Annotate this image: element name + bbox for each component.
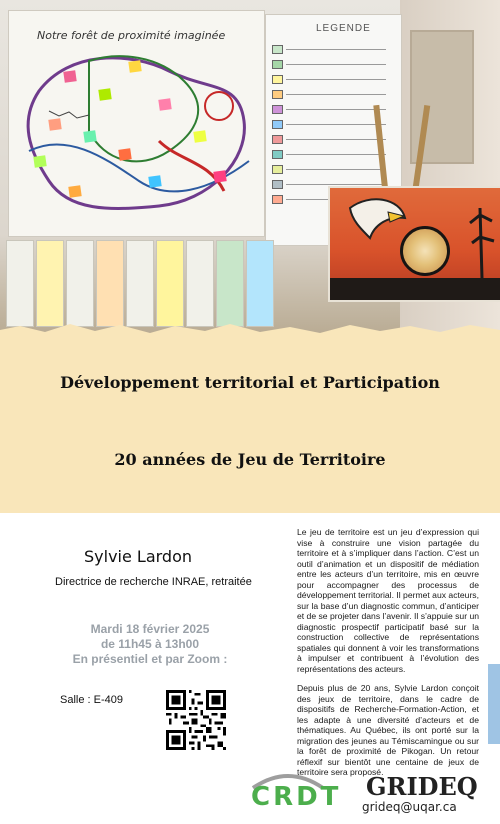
event-title: Développement territorial et Participation xyxy=(60,373,440,392)
qr-code[interactable] xyxy=(166,690,226,750)
sticky-note xyxy=(213,170,226,183)
description-paragraph-2: Depuis plus de 20 ans, Sylvie Lardon conçoit des jeux de territoire, dans le cadre de dispositifs de Recherche-Formation-Action, et les adapte à une diversité d’acteurs et de thématiques. Au Québec, ils ont porté sur la migration des jeunes au Témiscamingue ou sur la forêt de proximité de Pikogan. Un retour réflexif sur bientôt une centaine de jeux de territoire sera proposé. xyxy=(297,683,479,777)
event-date: Mardi 18 février 2025 xyxy=(90,622,210,636)
event-schedule xyxy=(40,622,260,667)
event-subtitle: 20 années de Jeu de Territoire xyxy=(114,450,386,469)
event-mode: En présentiel et par Zoom : xyxy=(72,652,228,666)
sticky-note xyxy=(83,130,96,143)
painting-shore xyxy=(330,278,500,300)
sticky-note xyxy=(128,60,141,73)
speaker-name: Sylvie Lardon xyxy=(84,547,193,566)
event-description xyxy=(297,527,479,787)
torn-edge xyxy=(0,316,500,335)
sticky-note xyxy=(68,185,81,198)
title-band xyxy=(0,335,500,513)
board-title: Notre forêt de proximité imaginée xyxy=(37,29,226,42)
header-photo xyxy=(0,0,500,335)
drawn-map xyxy=(9,11,264,236)
sticky-note xyxy=(158,98,171,111)
speaker-role: Directrice de recherche INRAE, retraitée xyxy=(55,576,252,588)
grideq-logo: GRIDEQ xyxy=(366,772,478,801)
crdt-logo-text: CRDT xyxy=(251,782,342,812)
legend-title: LEGENDE xyxy=(316,23,371,34)
sticky-note xyxy=(98,88,111,101)
sticky-note xyxy=(63,70,76,83)
grideq-email[interactable]: grideq@uqar.ca xyxy=(362,800,457,814)
painting xyxy=(328,186,500,302)
crdt-logo xyxy=(243,768,342,812)
sticky-note xyxy=(118,148,131,161)
sticky-note xyxy=(148,175,161,188)
sticky-note xyxy=(33,155,46,168)
sticky-note xyxy=(193,130,206,143)
painting-circle xyxy=(400,226,450,276)
event-room: Salle : E-409 xyxy=(60,694,123,706)
event-time: de 11h45 à 13h00 xyxy=(100,637,200,651)
description-paragraph-1: Le jeu de territoire est un jeu d’expression qui vise à construire une vision partagée du territoire et à s’impliquer dans l’action. C’est un outil d’animation et un dispositif de médiation entre les acteurs d’un territoire, mis en œuvre pour accompagner des processus de développement territorial. Il permet aux acteurs, sur la base d’un diagnostic commun, d’anticiper et de se projeter dans l’avenir. Il s’appuie sur un diagnostic prospectif participatif basé sur la construction collective de représentations spatiales qui donnent à voir les transformations à impulser et contribuent à l’évolution des représentations des acteurs. xyxy=(297,527,480,674)
map-board xyxy=(8,10,265,237)
sticky-note xyxy=(48,118,61,131)
accent-bar xyxy=(488,664,500,744)
